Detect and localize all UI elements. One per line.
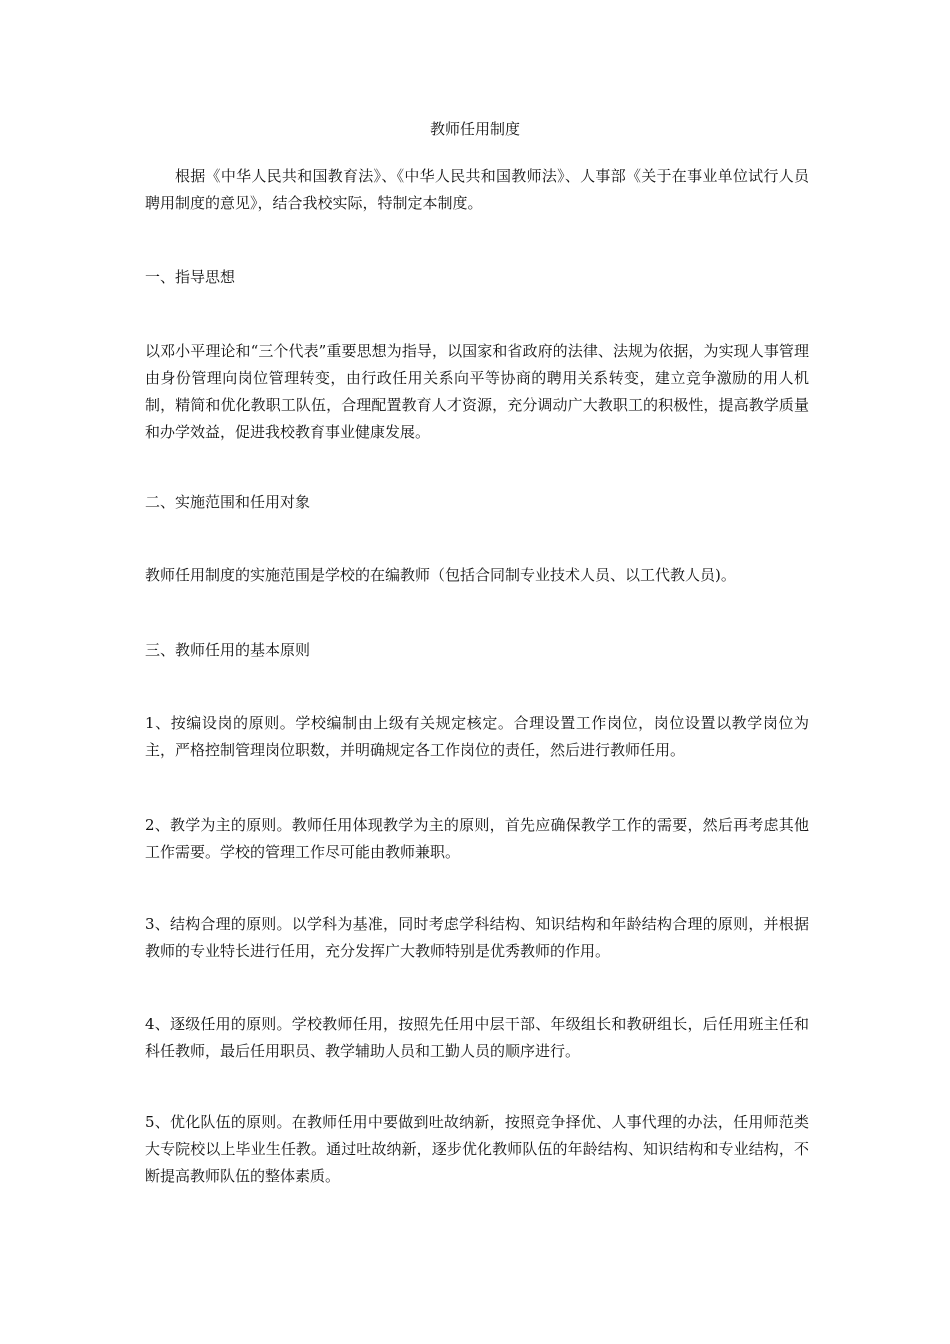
section-heading-guiding-ideology: 一、指导思想	[145, 268, 236, 286]
principle-item: 1、按编设岗的原则。学校编制由上级有关规定核定。合理设置工作岗位，岗位设置以教学岗位为主，严格控制管理岗位职数，并明确规定各工作岗位的责任，然后进行教师任用。	[145, 714, 809, 759]
section-heading-scope: 二、实施范围和任用对象	[145, 493, 311, 511]
principle-item: 5、优化队伍的原则。在教师任用中要做到吐故纳新，按照竞争择优、人事代理的办法，任用师范类大专院校以上毕业生任教。通过吐故纳新，逐步优化教师队伍的年龄结构、知识结构和专业结构，不断提高教师队伍的整体素质。	[145, 1113, 809, 1185]
section-body-guiding-ideology: 以邓小平理论和“三个代表”重要思想为指导，以国家和省政府的法律、法规为依据，为实现人事管理由身份管理向岗位管理转变，由行政任用关系向平等协商的聘用关系转变，建立竞争激励的用人机制，精简和优化教职工队伍，合理配置教育人才资源，充分调动广大教职工的积极性，提高教学质量和办学效益，促进我校教育事业健康发展。	[145, 342, 809, 441]
section-body-scope: 教师任用制度的实施范围是学校的在编教师（包括合同制专业技术人员、以工代教人员)。	[145, 566, 736, 584]
principle-item: 2、教学为主的原则。教师任用体现教学为主的原则，首先应确保教学工作的需要，然后再考虑其他工作需要。学校的管理工作尽可能由教师兼职。	[145, 816, 809, 861]
intro-paragraph: 根据《中华人民共和国教育法》、《中华人民共和国教师法》、人事部《关于在事业单位试行人员聘用制度的意见》，结合我校实际，特制定本制度。	[145, 167, 809, 212]
section-heading-principles: 三、教师任用的基本原则	[145, 641, 311, 659]
document-title: 教师任用制度	[429, 120, 520, 138]
principle-item: 3、结构合理的原则。以学科为基准，同时考虑学科结构、知识结构和年龄结构合理的原则，并根据教师的专业特长进行任用，充分发挥广大教师特别是优秀教师的作用。	[145, 915, 809, 960]
principle-item: 4、逐级任用的原则。学校教师任用，按照先任用中层干部、年级组长和教研组长，后任用班主任和科任教师，最后任用职员、教学辅助人员和工勤人员的顺序进行。	[145, 1015, 809, 1060]
